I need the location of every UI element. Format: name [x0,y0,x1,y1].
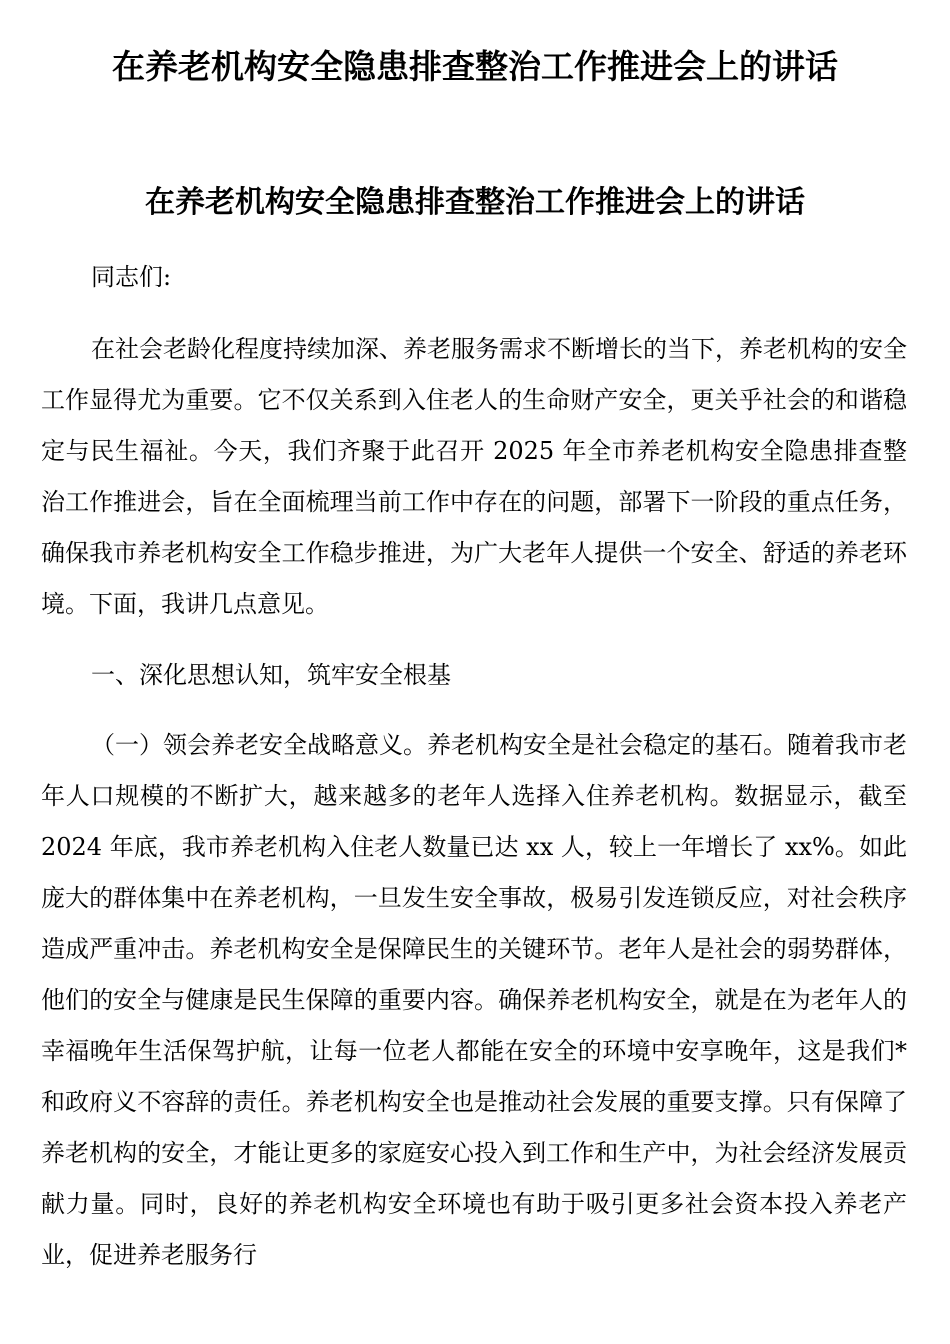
document-title: 在养老机构安全隐患排查整治工作推进会上的讲话 [145,185,805,220]
intro-paragraph: 在社会老龄化程度持续加深、养老服务需求不断增长的当下，养老机构的安全工作显得尤为重要。它不仅关系到入住老人的生命财产安全，更关乎社会的和谐稳定与民生福祉。今天，我们齐聚于此召开 2025 年全市养老机构安全隐患排查整治工作推进会，旨在全面梳理当前工作中存在的问题，部署下一阶段的重点任务，确保我市养老机构安全工作稳步推进，为广大老年人提供一个安全、舒适的养老环境。下面，我讲几点意见。 [41,335,907,618]
page-header-title: 在养老机构安全隐患排查整治工作推进会上的讲话 [112,47,838,86]
body-paragraph: （一）领会养老安全战略意义。养老机构安全是社会稳定的基石。随着我市老年人口规模的不断扩大，越来越多的老年人选择入住养老机构。数据显示，截至 2024 年底，我市养老机构入住老人数量已达 xx 人，较上一年增长了 xx%。如此庞大的群体集中在养老机构，一旦发生安全事故，极易引发连锁反应，对社会秩序造成严重冲击。养老机构安全是保障民生的关键环节。老年人是社会的弱势群体，他们的安全与健康是民生保障的重要内容。确保养老机构安全，就是在为老年人的幸福晚年生活保驾护航，让每一位老人都能在安全的环境中安享晚年，这是我们*和政府义不容辞的责任。养老机构安全也是推动社会发展的重要支撑。只有保障了养老机构的安全，才能让更多的家庭安心投入到工作和生产中，为社会经济发展贡献力量。同时，良好的养老机构安全环境也有助于吸引更多社会资本投入养老产业，促进养老服务行 [41,731,907,1269]
salutation: 同志们: [91,263,172,291]
section-heading: 一、深化思想认知，筑牢安全根基 [91,661,451,689]
